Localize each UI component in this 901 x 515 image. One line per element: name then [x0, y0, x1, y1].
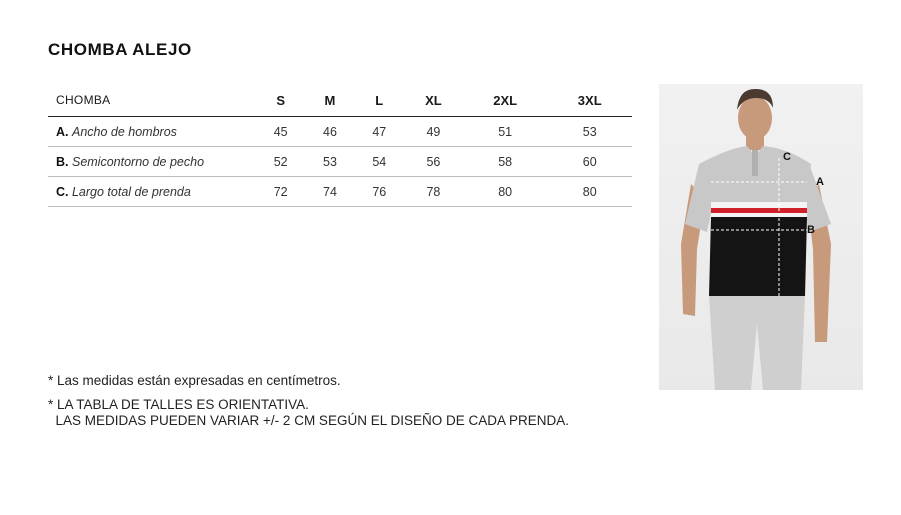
- measure-label: [48, 177, 256, 207]
- measure-letter: B.: [56, 154, 69, 169]
- measure-label: [48, 117, 256, 147]
- model-shirt-stripe-red: [711, 208, 807, 213]
- measure-marker-a: A: [816, 176, 824, 188]
- table-cell: 52: [256, 147, 305, 177]
- table-cell: 56: [404, 147, 463, 177]
- table-cell: 54: [355, 147, 404, 177]
- column-header-size: S: [256, 84, 305, 117]
- table-header-row: [48, 84, 632, 117]
- table-cell: 60: [547, 147, 632, 177]
- measure-marker-b: B: [807, 224, 815, 236]
- table-cell: 49: [404, 117, 463, 147]
- column-header-size: M: [305, 84, 354, 117]
- table-row: [48, 147, 632, 177]
- table-row: [48, 177, 632, 207]
- measure-marker-c: C: [783, 151, 791, 163]
- table-row: [48, 117, 632, 147]
- size-table: [48, 84, 632, 207]
- note-orientative: [48, 397, 569, 429]
- model-neck: [746, 136, 764, 150]
- table-cell: 74: [305, 177, 354, 207]
- column-header-garment: CHOMBA: [48, 84, 256, 117]
- measure-label: [48, 147, 256, 177]
- model-head: [738, 96, 772, 140]
- note-orientative-line2: LAS MEDIDAS PUEDEN VARIAR +/- 2 CM SEGÚN EL DISEÑO DE CADA PRENDA.: [48, 413, 569, 428]
- measure-letter: C.: [56, 184, 69, 199]
- model-photo: [659, 84, 863, 390]
- model-pants: [709, 296, 805, 390]
- table-cell: 53: [547, 117, 632, 147]
- notes: [48, 373, 569, 437]
- column-header-size: XL: [404, 84, 463, 117]
- table-cell: 80: [463, 177, 548, 207]
- table-cell: 46: [305, 117, 354, 147]
- column-header-size: L: [355, 84, 404, 117]
- table-cell: 78: [404, 177, 463, 207]
- measure-name: Largo total de prenda: [71, 184, 191, 199]
- measure-name: Ancho de hombros: [71, 124, 177, 139]
- model-shirt-placket: [752, 150, 758, 176]
- page-title: CHOMBA ALEJO: [48, 40, 192, 59]
- table-cell: 47: [355, 117, 404, 147]
- model-shirt-stripe-white: [711, 202, 807, 208]
- column-header-size: 3XL: [547, 84, 632, 117]
- model-shirt-stripe-white-2: [711, 213, 807, 217]
- table-cell: 45: [256, 117, 305, 147]
- table-cell: 58: [463, 147, 548, 177]
- note-orientative-line1: * LA TABLA DE TALLES ES ORIENTATIVA.: [48, 397, 309, 412]
- table-cell: 53: [305, 147, 354, 177]
- column-header-size: 2XL: [463, 84, 548, 117]
- note-units: * Las medidas están expresadas en centímetros.: [48, 373, 341, 388]
- table-cell: 72: [256, 177, 305, 207]
- model-shirt-bottom: [709, 217, 807, 296]
- table-cell: 80: [547, 177, 632, 207]
- measure-name: Semicontorno de pecho: [71, 154, 205, 169]
- table-cell: 76: [355, 177, 404, 207]
- table-cell: 51: [463, 117, 548, 147]
- model-illustration: [659, 84, 863, 390]
- measure-letter: A.: [56, 124, 69, 139]
